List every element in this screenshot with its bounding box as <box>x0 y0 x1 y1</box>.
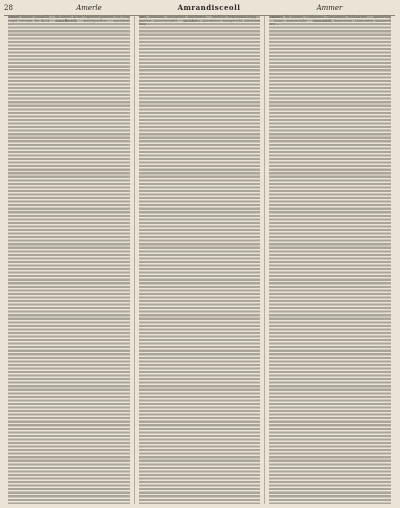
text-columns <box>4 16 395 504</box>
column-text <box>269 16 391 27</box>
entry-text: die Ammer, Goldammer, Grauammer, Rohrammer ... Ammerling ... Amme, Ammenstube ... <box>269 15 392 23</box>
running-head-center: Amrandisceoll <box>177 3 241 12</box>
entry-lemma: Ammoniak, <box>312 18 333 23</box>
page-number: 28 <box>4 4 13 12</box>
entry-lemma: Ammer, <box>269 15 284 19</box>
column-left <box>4 16 134 504</box>
running-head-left: Amerle <box>76 4 102 12</box>
column-text <box>8 16 130 27</box>
entry-text: Amtsdiener, Amtsgericht, Amtshandlung ... <box>138 18 261 27</box>
entry-text: Ammonium, Ammoniten, Ammonshorn ... <box>269 18 392 27</box>
entry-text: Amtmann, Amtsgebiet, Amtsbezirk ... Amtliche Bekanntmachung ... Amtsrat, Amtsverwalter ... <box>138 15 261 23</box>
column-text <box>139 16 261 27</box>
entry-lemma: Amt, <box>138 15 148 19</box>
running-head-right: Ammer <box>316 4 343 12</box>
entry-lemma: Amsel, <box>8 15 20 19</box>
entry-lemma: Amselbusch, <box>55 18 78 23</box>
column-middle <box>134 16 265 504</box>
column-right <box>264 16 395 504</box>
entry-text: Ammer, Amarelle, ... die Amsel; in der Vogelwelt gemeine Art; Singvogel; schwarz; der Bisch ... <box>8 15 130 23</box>
entry-text: ... Amselgeschrei, ... Amselnest ... <box>8 18 130 27</box>
entry-lemma: Amtsbote, <box>182 18 201 23</box>
